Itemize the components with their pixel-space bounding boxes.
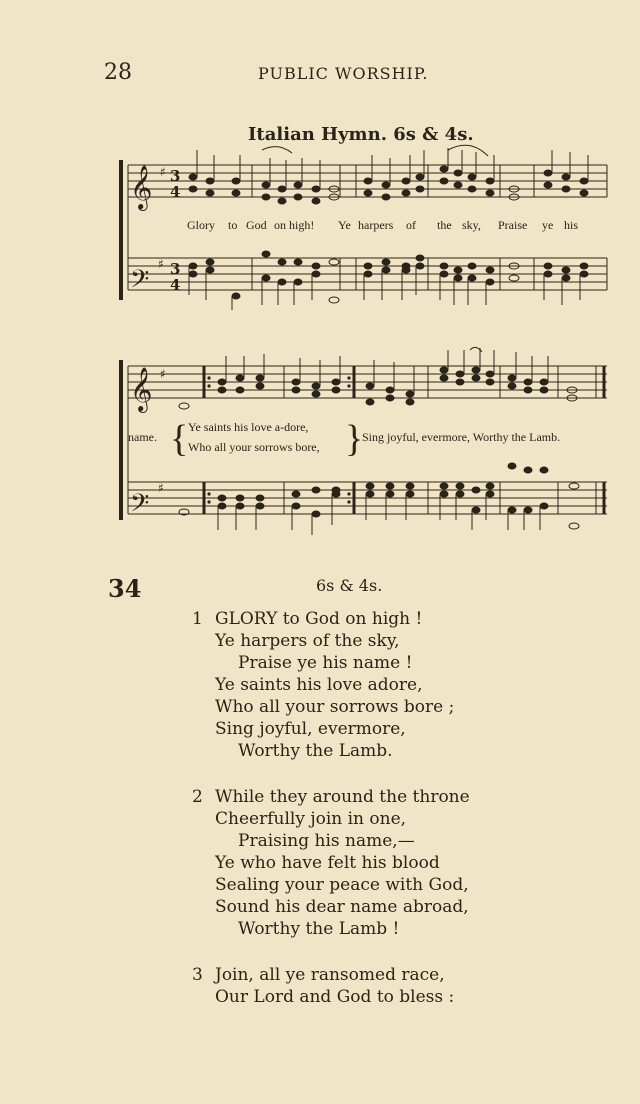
verse-line: Ye who have felt his blood [215,853,440,873]
lyric-line-b: Who all your sorrows bore, [188,440,320,454]
lyric-syllable: Ye [338,218,351,232]
lyric-syllable: sky, [462,218,481,232]
verse-line: Cheerfully join in one, [215,809,407,829]
verse-line: Sealing your peace with God, [215,875,469,895]
svg-text:𝄢: 𝄢 [130,265,150,300]
verse-line: Sound his dear name abroad, [215,897,469,917]
svg-text:𝄢: 𝄢 [130,489,150,524]
lyric-syllable: God [246,218,267,232]
lyric-syllable: on high! [274,218,315,232]
verse-1 [192,608,454,762]
lyric-syllable: the [437,218,452,232]
svg-text:♯: ♯ [158,481,164,495]
lyric-syllable: of [406,218,416,232]
hymn-meter: 6s & 4s. [316,576,383,595]
verse-2 [192,786,470,940]
lyric-brace-right: } [345,418,364,460]
lyric-line-lead: name. [128,430,157,444]
hymn-number: 34 [108,574,142,603]
svg-text:4: 4 [170,276,181,294]
verse-line: Praising his name,— [238,831,415,851]
svg-text:♯: ♯ [160,165,166,179]
verse-number: 3 [192,965,203,985]
verse-line: Who all your sorrows bore ; [215,697,455,717]
verse-line: Ye harpers of the sky, [215,631,400,651]
svg-text:𝄞: 𝄞 [130,165,153,209]
lyric-syllable: to [228,218,238,232]
verse-line: Praise ye his name ! [238,653,413,673]
lyric-syllable: Glory [187,218,215,232]
verse-line: Sing joyful, evermore, [215,719,406,739]
svg-text:♯: ♯ [160,367,166,381]
tune-title: Italian Hymn. 6s & 4s. [248,124,474,145]
verse-line: 1 GLORY to God on high ! [192,609,423,629]
verse-3 [192,964,454,1008]
svg-text:3: 3 [170,167,181,185]
lyric-syllable: his [564,218,579,232]
lyric-syllable: Praise [498,218,528,232]
lyric-line-tail: Sing joyful, evermore, Worthy the Lamb. [362,430,561,444]
verse-line: Worthy the Lamb. [238,741,393,761]
svg-text:3: 3 [170,260,181,278]
svg-text:♯: ♯ [158,257,164,271]
music-score-system-2 [0,345,640,545]
lyric-line-a: Ye saints his love a-dore, [188,420,309,434]
lyric-syllable: ye [542,218,554,232]
svg-text:𝄞: 𝄞 [130,367,153,411]
verse-number: 2 [192,787,203,807]
verse-number: 1 [192,609,203,629]
page-number: 28 [104,60,132,85]
svg-text:4: 4 [170,183,181,201]
running-head: PUBLIC WORSHIP. [258,64,429,83]
lyric-brace-left: { [170,418,189,460]
verse-line: Ye saints his love adore, [215,675,423,695]
lyric-syllable: harpers [358,218,394,232]
verse-line: 3 Join, all ye ransomed race, [192,965,445,985]
verse-line: Worthy the Lamb ! [238,919,400,939]
verse-line: Our Lord and God to bless : [215,987,455,1007]
verse-line: 2 While they around the throne [192,787,470,807]
